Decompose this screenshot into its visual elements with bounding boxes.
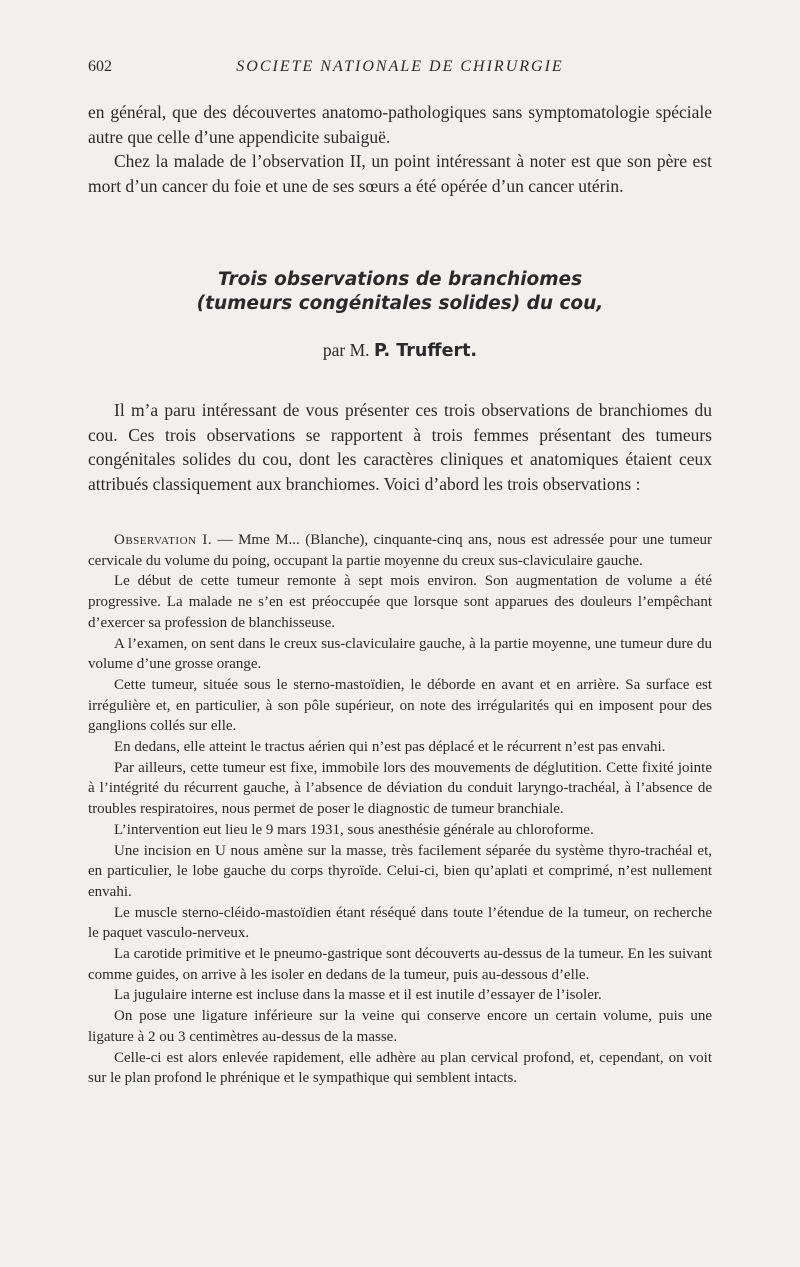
observation-paragraph: On pose une ligature inférieure sur la veine qui conserve encore un certain volume, puis une ligature à 2 ou 3 centimètres au-dessus de la masse.: [88, 1008, 712, 1045]
lead-section: [88, 398, 712, 496]
byline: [88, 340, 712, 361]
page-number: 602: [88, 58, 112, 75]
observation-paragraph: A l’examen, on sent dans le creux sus-claviculaire gauche, à la partie moyenne, une tumeur dure du volume d’une grosse orange.: [88, 635, 712, 673]
article-title: [88, 268, 712, 316]
observation-paragraph: La carotide primitive et le pneumo-gastrique sont découverts au-dessus de la tumeur. En les suivant comme guides, on arrive à les isoler en dedans de la tumeur, puis au-dessous d’elle.: [88, 946, 712, 983]
intro-paragraph: en général, que des découvertes anatomo-pathologiques sans symptomatologie spéciale autre que celle d’une appendicite subaiguë.: [88, 102, 712, 147]
title-line: Trois observations de branchiomes: [217, 269, 583, 290]
observation-section: [88, 530, 712, 1089]
intro-paragraph: Chez la malade de l’observation II, un point intéressant à noter est que son père est mort d’un cancer du foie et une de ses sœurs a été opérée d’un cancer utérin.: [88, 151, 712, 196]
title-line: (tumeurs congénitales solides) du cou,: [196, 293, 604, 314]
observation-paragraph: Le début de cette tumeur remonte à sept mois environ. Son augmentation de volume a été progressive. La malade ne s’en est préoccupée que lorsque sont apparues des douleurs l’empêchant d’exercer sa profession de blanchisseuse.: [88, 573, 712, 631]
lead-paragraph: Il m’a paru intéressant de vous présenter ces trois observations de branchiomes du cou. Ces trois observations se rapportent à trois femmes présentant des tumeurs congénitales solides du cou, dont les caractères cliniques et anatomiques étaient ceux attribués classiquement aux branchiomes. Voici d’abord les trois observations :: [88, 400, 712, 494]
running-head: SOCIETE NATIONALE DE CHIRURGIE: [236, 58, 564, 75]
author-name: P. Truffert.: [373, 341, 478, 361]
observation-paragraph: La jugulaire interne est incluse dans la masse et il est inutile d’essayer de l’isoler.: [114, 987, 602, 1004]
intro-section: [88, 100, 712, 198]
observation-label: Observation I.: [114, 532, 213, 548]
observation-text: — Mme M... (Blanche), cinquante-cinq ans, nous est adressée pour une tumeur cervicale du volume du poing, occupant la partie moyenne du creux sus-claviculaire gauche.: [88, 532, 713, 569]
observation-paragraph: [88, 530, 712, 571]
byline-prefix: par M.: [322, 340, 370, 360]
observation-paragraph: Le muscle sterno-cléido-mastoïdien étant réséqué dans toute l’étendue de la tumeur, on recherche le paquet vasculo-nerveux.: [88, 904, 712, 942]
observation-paragraph: Cette tumeur, située sous le sterno-mastoïdien, le déborde en avant et en arrière. Sa surface est irrégulière et, en particulier, à son pôle supérieur, on note des irrégularités qui en imposent pour des ganglions collés sur elle.: [88, 676, 712, 735]
observation-paragraph: Par ailleurs, cette tumeur est fixe, immobile lors des mouvements de déglutition. Cette fixité jointe à l’intégrité du récurrent gauche, à l’absence de déviation du conduit laryngo-trachéal, à l’absence de troubles respiratoires, nous permet de poser le diagnostic de tumeur branchiale.: [88, 759, 712, 818]
page-header: [88, 58, 712, 84]
observation-paragraph: Une incision en U nous amène sur la masse, très facilement séparée du système thyro-trachéal et, en particulier, le lobe gauche du corps thyroïde. Celui-ci, bien qu’aplati et comprimé, n’est nullement envahi.: [88, 842, 712, 900]
observation-paragraph: Celle-ci est alors enlevée rapidement, elle adhère au plan cervical profond, et, cependant, on voit sur le plan profond le phrénique et le sympathique qui semblent intacts.: [88, 1049, 712, 1087]
observation-paragraph: En dedans, elle atteint le tractus aérien qui n’est pas déplacé et le récurrent n’est pas envahi.: [114, 739, 666, 756]
observation-paragraph: L’intervention eut lieu le 9 mars 1931, sous anesthésie générale au chloroforme.: [114, 821, 594, 838]
